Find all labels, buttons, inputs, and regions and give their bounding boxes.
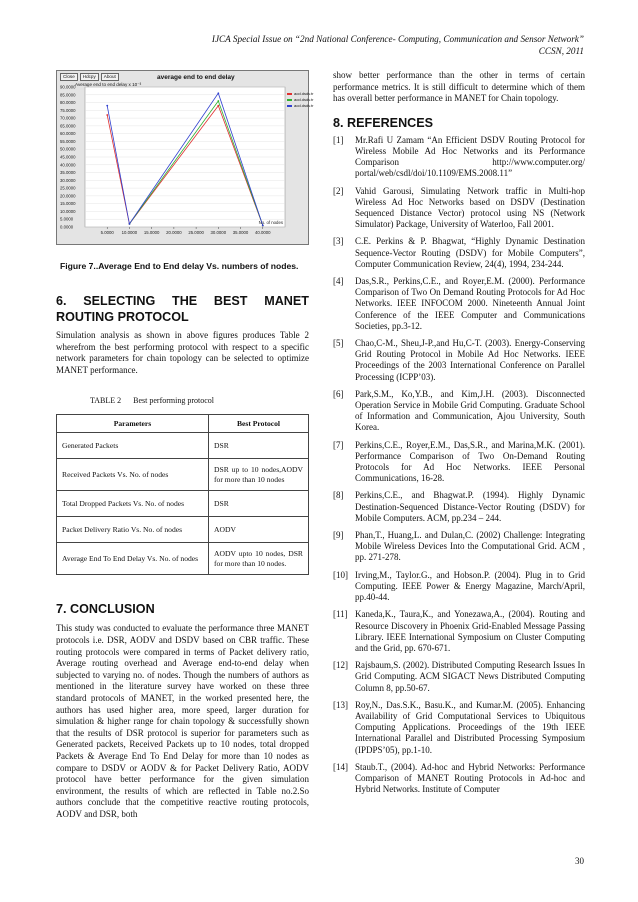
reference-number: [9]	[333, 530, 344, 541]
reference-text: Vahid Garousi, Simulating Network traffic in Multi-hop Wireless Ad Hoc Networks based on DSDV (Destination Sequenced Distance Vector) protocol using NS (Network Simulator) Package, University of Waterloo, Fall 2001.	[355, 185, 585, 230]
y-tick-label: 0.0000	[60, 224, 74, 230]
x-tick-label: 25.0000	[188, 230, 204, 235]
reference-item	[333, 440, 585, 485]
data-point	[106, 114, 108, 116]
table-header-parameters: Parameters	[57, 415, 209, 433]
references-heading: 8. REFERENCES	[333, 115, 434, 130]
references-section	[333, 115, 585, 796]
table-cell-parameter: Generated Packets	[57, 433, 209, 459]
data-point	[217, 105, 219, 107]
reference-number: [6]	[333, 388, 344, 399]
reference-item	[333, 389, 585, 434]
legend-swatch	[287, 93, 292, 95]
header-ccsn: CCSN, 2011	[538, 46, 584, 56]
y-tick-label: 75.0000	[60, 107, 76, 113]
conclusion-continued: show better performance than the other in terms of certain performance metrics. It is still difficult to determine which of them has overall better performance in MANET for Chain topology.	[333, 70, 585, 104]
section-6-heading-line1: 6. SELECTING THE BEST MANET	[56, 294, 309, 308]
reference-number: [3]	[333, 236, 344, 247]
y-tick-label: 35.0000	[60, 170, 76, 176]
reference-item	[333, 570, 585, 604]
reference-number: [11]	[333, 609, 348, 620]
reference-number: [5]	[333, 338, 344, 349]
y-tick-label: 70.0000	[60, 115, 76, 121]
x-tick-label: 15.0000	[143, 230, 160, 235]
reference-text: Roy,N., Das.S.K., Basu.K., and Kumar.M. (2005). Enhancing Availability of Grid Computational Services to Ubiquitous Computing Applications. Proceedings of the 19th IEEE International Parallel and Distributed Processing Symposium (IPDPS’05), pp.1-10.	[355, 699, 585, 755]
reference-item	[333, 490, 585, 524]
y-tick-label: 60.0000	[60, 131, 76, 137]
x-tick-label: 20.0000	[166, 230, 182, 235]
reference-text: Staub.T., (2004). Ad-hoc and Hybrid Networks: Performance Comparison of MANET Routing Protocols in Ad-hoc and Hybrid Networks. Institute of Computer	[355, 761, 585, 795]
figure-7-chart	[56, 70, 314, 245]
right-column	[333, 70, 585, 801]
table-header-row	[57, 415, 309, 433]
table-caption	[90, 396, 309, 405]
data-point	[106, 105, 108, 107]
y-tick-label: 80.0000	[60, 100, 76, 106]
reference-item	[333, 236, 585, 270]
table-cell-protocol: DSR	[209, 433, 309, 459]
reference-text: Rajsbaum,S. (2002). Distributed Computing Research Issues In Grid Computing. ACM SIGACT News Distributed Computing Column 8, pp.50-67.	[355, 660, 585, 693]
section-6-heading-line2: ROUTING PROTOCOL	[56, 310, 189, 324]
reference-text: Das,S.R., Perkins,C.E., and Royer,E.M. (2000). Performance Comparison of Two On Demand Routing Protocols for Ad Hoc Networks. IEEE INFOCOM 2000. Nineteenth Annual Joint Conference of the IEEE Computer and Communications Societies, pp.3-12.	[355, 276, 585, 331]
table-cell-parameter: Received Packets Vs. No. of nodes	[57, 459, 209, 491]
left-column	[56, 70, 314, 820]
reference-number: [4]	[333, 276, 344, 287]
legend-swatch	[287, 99, 292, 101]
legend-label: aod.dsdv.tr	[294, 97, 314, 102]
page-number: 30	[575, 856, 584, 866]
y-tick-label: 10.0000	[60, 208, 76, 214]
reference-number: [7]	[333, 439, 344, 450]
x-tick-label: 35.0000	[232, 230, 249, 235]
y-tick-label: 5.0000	[60, 216, 74, 222]
legend-swatch	[287, 105, 292, 107]
reference-number: [12]	[333, 660, 348, 671]
table-cell-parameter: Packet Delivery Ratio Vs. No. of nodes	[57, 517, 209, 543]
reference-item	[333, 762, 585, 796]
data-point	[217, 100, 219, 102]
table-label: TABLE 2	[90, 396, 122, 406]
chart-plot	[57, 71, 310, 246]
y-tick-label: 65.0000	[60, 123, 76, 129]
table-row	[57, 543, 309, 575]
table-title: Best performing protocol	[133, 396, 215, 406]
reference-number: [8]	[333, 490, 344, 501]
y-tick-label: 45.0000	[60, 154, 76, 160]
reference-item	[333, 338, 585, 383]
y-tick-label: 50.0000	[60, 146, 76, 152]
reference-item	[333, 135, 585, 180]
reference-number: [2]	[333, 185, 344, 196]
table-row	[57, 459, 309, 491]
legend-label: aod.dsdv.tr	[294, 103, 314, 108]
reference-item	[333, 609, 585, 654]
table-cell-protocol: AODV upto 10 nodes, DSR for more than 10 nodes.	[209, 543, 309, 575]
section-6-body: Simulation analysis as shown in above figures produces Table 2 wherefrom the best performing protocol with respect to a specific network parameters for chain topology can be selected to optimize MANET performance.	[56, 330, 309, 375]
table-row	[57, 517, 309, 543]
reference-item	[333, 276, 585, 332]
legend-label: aod.dsdv.tr	[294, 91, 314, 96]
reference-item	[333, 186, 585, 231]
y-tick-label: 15.0000	[60, 201, 76, 207]
y-tick-label: 20.0000	[60, 193, 76, 199]
reference-number: [14]	[333, 761, 348, 772]
y-tick-label: 55.0000	[60, 138, 76, 144]
table-cell-parameter: Average End To End Delay Vs. No. of nodes	[57, 543, 209, 575]
reference-item	[333, 530, 585, 564]
x-tick-label: 5.0000	[100, 230, 114, 235]
table-cell-protocol: DSR	[209, 491, 309, 517]
running-header	[84, 33, 584, 57]
chart-menu-hdcpy[interactable]: Hdcpy	[80, 73, 99, 81]
data-point	[217, 92, 219, 94]
table-cell-protocol: AODV	[209, 517, 309, 543]
chart-menu-about[interactable]: About	[101, 73, 119, 81]
reference-list	[333, 135, 585, 796]
data-point	[129, 223, 131, 225]
section-6-heading	[56, 293, 309, 325]
header-conference: IJCA Special Issue on “2nd National Conference- Computing, Communication and Sensor Network”	[211, 34, 584, 44]
reference-text: Park,S.M., Ko,Y.B., and Kim,J.H. (2003). Disconnected Operation Service in Mobile Grid Computing. Graduate School of Information and Communication, Ajou University, South Korea.	[355, 388, 585, 433]
reference-text: Perkins,C.E., Royer,E.M., Das,S.R., and Marina,M.K. (2001). Performance Comparison of Two On-Demand Routing Protocols for Ad Hoc Networks. IEEE Personal Communications, 16-28.	[355, 439, 585, 484]
legend-entry	[287, 103, 314, 109]
y-tick-label: 90.0000	[60, 84, 76, 90]
reference-text: Irving,M., Taylor.G., and Hobson.P. (2004). Plug in to Grid Computing. IEEE Power & Energy Magazine, March/April, pp.40-44.	[355, 569, 585, 603]
y-tick-label: 85.0000	[60, 92, 76, 98]
section-7-body: This study was conducted to evaluate the performance three MANET protocols i.e. DSR, AODV and DSDV based on CBR traffic. These routing protocols were compared in terms of Packet delivery ratio, Average routing overhead and Average end-to-end delay when subjected to varying no. of nodes. Though the numbers of authors as mentioned in the literature survey have worked on these three standard protocols of MANET, in the worked presented here, the authors has used higher area, more speed, larger duration for simulation & higher range for chain topology & successfully shown that the results of DSR protocol is superior for parameters such as Generated packets, Received Packets up to 10 nodes, total dropped Packets & Average End To End Delay for more than 10 nodes as compare to DSDV or AODV & for Packet Delivery Ratio, AODV protocol have better performance for the given simulation environment, the results of which are reflected in Table no.2.So authors conclude that the competitive reactive routing protocols, AODV and DSR, both	[56, 623, 309, 819]
y-tick-label: 40.0000	[60, 162, 76, 168]
data-point	[262, 225, 264, 227]
reference-number: [13]	[333, 699, 348, 710]
reference-text: Mr.Rafi U Zamam “An Efficient DSDV Routing Protocol for Wireless Mobile Ad Hoc Networks and its Performance Comparison http://www.computer.org/ portal/web/csdl/doi/10.1109/EMS.2008.11”	[355, 134, 585, 179]
x-tick-label: 40.0000	[255, 230, 271, 235]
section-7-heading: 7. CONCLUSION	[56, 602, 155, 617]
reference-item	[333, 700, 585, 756]
best-protocol-table	[56, 414, 309, 575]
table-cell-protocol: DSR up to 10 nodes,AODV for more than 10 nodes	[209, 459, 309, 491]
table-cell-parameter: Total Dropped Packets Vs. No. of nodes	[57, 491, 209, 517]
reference-number: [10]	[333, 569, 348, 580]
reference-text: Phan,T., Huang,L. and Dulan,C. (2002) Challenge: Integrating Mobile Wireless Devices Into the Computational Grid. ACM , pp. 271-278.	[355, 530, 585, 563]
x-tick-label: 30.0000	[210, 230, 227, 235]
table-row	[57, 433, 309, 459]
reference-text: C.E. Perkins & P. Bhagwat, “Highly Dynamic Destination Sequence-Vector Routing (DSDV) for Mobile Computers”, Computer Communication Review, 24(4), 1994, 234-244.	[355, 236, 585, 269]
figure-caption: Figure 7..Average End to End delay Vs. numbers of nodes.	[60, 261, 299, 271]
reference-text: Kaneda,K., Taura,K., and Yonezawa,A., (2004). Routing and Resource Discovery in Phoenix Grid-Enabled Message Passing Library. IEEE International Symposium on Cluster Computing and the Grid, pp. 670-671.	[355, 609, 585, 653]
reference-text: Perkins,C.E., and Bhagwat.P. (1994). Highly Dynamic Destination-Sequenced Distance-Vector Routing (DSDV) for Mobile Computers. ACM, pp.234 – 244.	[355, 490, 585, 523]
x-tick-label: 10.0000	[121, 230, 138, 235]
x-axis-label: No. of nodes	[258, 220, 283, 225]
table-row	[57, 491, 309, 517]
chart-title: average end to end delay	[157, 74, 235, 81]
chart-menu-close[interactable]: Close	[60, 73, 78, 81]
reference-number: [1]	[333, 134, 344, 145]
y-tick-label: 25.0000	[60, 185, 76, 191]
y-tick-label: 30.0000	[60, 177, 76, 183]
reference-item	[333, 660, 585, 694]
chart-legend	[287, 91, 314, 109]
table-header-best-protocol: Best Protocol	[209, 415, 309, 433]
chart-y-axis-label: Average end to end delay x 10⁻³	[75, 82, 142, 87]
reference-text: Chao,C-M., Sheu,J-P.,and Hu,C-T. (2003). Energy-Conserving Grid Routing Protocol in Mobile Ad Hoc Networks. IEEE Proceedings of the 2003 International Conference on Parallel Processing (ICPP’03).	[355, 338, 585, 382]
